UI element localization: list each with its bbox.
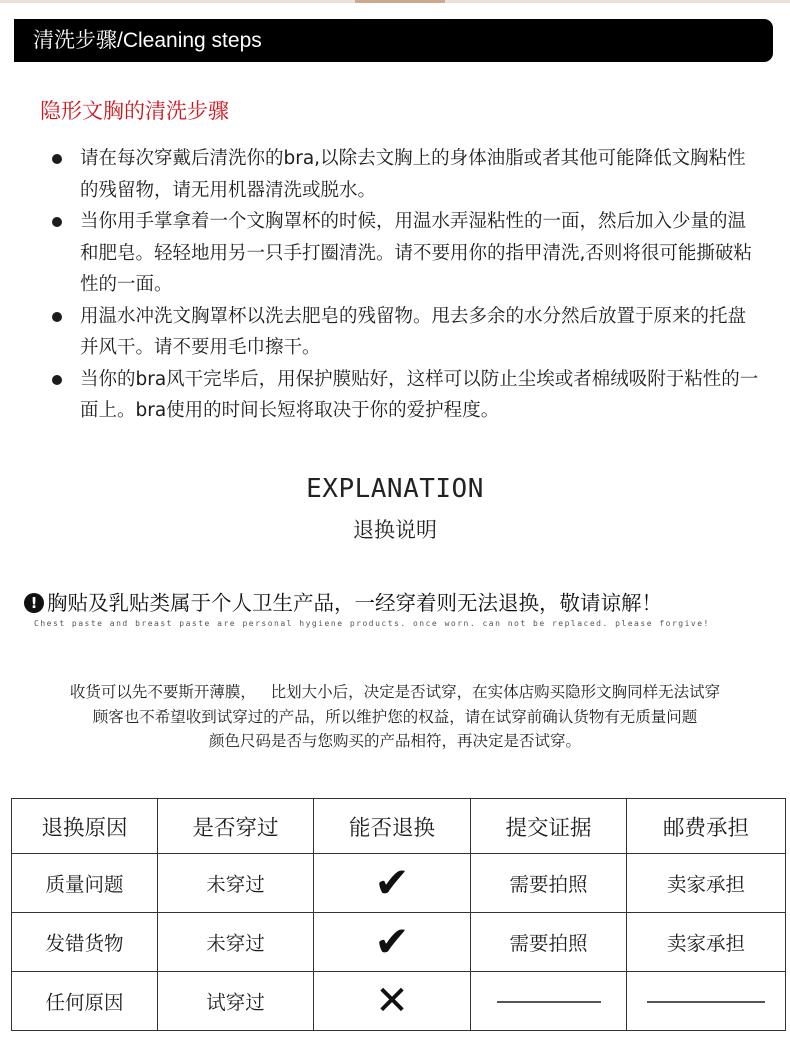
- cleaning-steps-list: [40, 143, 760, 427]
- check-icon: ✔: [374, 917, 410, 966]
- paragraph-line: 收货可以先不要斯开薄膜， 比划大小后，决定是否试穿，在实体店购买隐形文胸同样无法试穿: [69, 683, 721, 701]
- check-icon: ✔: [374, 858, 410, 907]
- paragraph-line: 顾客也不希望收到试穿过的产品，所以维护您的权益，请在试穿前确认货物有无质量问题: [92, 707, 698, 726]
- header-postage: 邮费承担: [627, 799, 786, 854]
- bullet-icon: [52, 154, 62, 164]
- explanation-subtitle: 退换说明: [353, 518, 437, 542]
- step-item: [40, 206, 760, 301]
- bullet-icon: [52, 375, 62, 385]
- notice-text: 胸贴及乳贴类属于个人卫生产品，一经穿着则无法退换，敬请谅解！: [47, 591, 662, 615]
- header-evidence: 提交证据: [471, 799, 627, 854]
- table-row: [12, 913, 786, 972]
- banner-title: 清洗步骤/Cleaning steps: [33, 29, 262, 52]
- return-policy-paragraph: [0, 680, 790, 754]
- step-item: [40, 364, 760, 427]
- explanation-title: EXPLANATION: [306, 474, 484, 504]
- cell-evidence: 需要拍照: [471, 854, 627, 913]
- step-item: [40, 301, 760, 364]
- return-policy-table: [11, 798, 786, 1031]
- notice-english: Chest paste and breast paste are personal hygiene products. once worn. can not be replaced. please forgive!: [34, 619, 710, 628]
- header-reason: 退换原因: [12, 799, 158, 854]
- cross-icon: ✕: [375, 978, 409, 1024]
- cell-worn: 未穿过: [158, 854, 314, 913]
- section-banner: [14, 19, 773, 62]
- cell-returnable: [314, 972, 471, 1031]
- cell-evidence: [471, 972, 627, 1031]
- cell-postage: 卖家承担: [627, 854, 786, 913]
- cell-worn: 未穿过: [158, 913, 314, 972]
- cell-worn: 试穿过: [158, 972, 314, 1031]
- dash-line: [647, 1001, 765, 1003]
- cell-returnable: [314, 854, 471, 913]
- step-item: [40, 143, 760, 206]
- step-text: 用温水冲洗文胸罩杯以洗去肥皂的残留物。甩去多余的水分然后放置于原来的托盘并风干。请不要用毛巾擦干。: [80, 305, 747, 358]
- dash-line: [497, 1001, 601, 1003]
- cell-returnable: [314, 913, 471, 972]
- cell-reason: 发错货物: [12, 913, 158, 972]
- cell-evidence: 需要拍照: [471, 913, 627, 972]
- header-worn: 是否穿过: [158, 799, 314, 854]
- hygiene-notice: [24, 586, 662, 616]
- exclamation-circle-icon: !: [24, 593, 44, 613]
- table-row: [12, 854, 786, 913]
- top-decor-line: [0, 0, 790, 3]
- step-text: 请在每次穿戴后清洗你的bra,以除去文胸上的身体油脂或者其他可能降低文胸粘性的残留物，请无用机器清洗或脱水。: [80, 148, 746, 201]
- step-text: 当你的bra风干完毕后，用保护膜贴好，这样可以防止尘埃或者棉绒吸附于粘性的一面上。bra使用的时间长短将取决于你的爱护程度。: [80, 368, 759, 421]
- header-returnable: 能否退换: [314, 799, 471, 854]
- table-row: [12, 972, 786, 1031]
- table-header-row: [12, 799, 786, 854]
- cell-reason: 质量问题: [12, 854, 158, 913]
- cell-reason: 任何原因: [12, 972, 158, 1031]
- cleaning-subtitle: 隐形文胸的清洗步骤: [40, 99, 229, 123]
- cell-postage: 卖家承担: [627, 913, 786, 972]
- bullet-icon: [52, 312, 62, 322]
- step-text: 当你用手掌拿着一个文胸罩杯的时候，用温水弄湿粘性的一面，然后加入少量的温和肥皂。轻轻地用另一只手打圈清洗。请不要用你的指甲清洗,否则将很可能撕破粘性的一面。: [80, 211, 752, 295]
- cell-postage: [627, 972, 786, 1031]
- paragraph-line: 颜色尺码是否与您购买的产品相符，再决定是否试穿。: [208, 732, 581, 750]
- bullet-icon: [52, 217, 62, 227]
